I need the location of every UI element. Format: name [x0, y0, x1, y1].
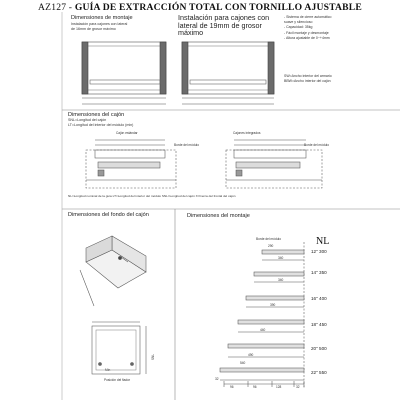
section2-header-line: lateral de 19mm de grosor	[178, 20, 262, 30]
title-text: GUÍA DE EXTRACCIÓN TOTAL CON TORNILLO AJUSTABLE	[74, 2, 362, 13]
top-dim: 290	[268, 244, 274, 248]
mini-label: Mín	[105, 368, 111, 372]
section2-header-line: máximo	[178, 28, 204, 38]
nl-value: 450	[319, 322, 327, 327]
section5-header: Dimensiones del montaje	[187, 213, 250, 219]
section1-sub-line: Instalación para cajones con lateral	[71, 22, 128, 26]
section4-header: Dimensiones del fondo del cajón	[68, 212, 149, 218]
feature-item: - Sistema de cierre automático	[284, 15, 332, 19]
dim-row-14: 340	[278, 278, 284, 282]
box-left-title: Cajón estándar	[116, 131, 138, 135]
rail-12	[262, 250, 304, 260]
dim-row-16: 390	[270, 303, 276, 307]
rail-20	[228, 344, 304, 357]
legend-item: LT=Longitud del interior del módulo (min)	[68, 122, 134, 127]
nl-size: 12"	[311, 249, 318, 254]
nl-value: 350	[319, 270, 327, 275]
section3-header: Dimensiones del cajón	[68, 112, 125, 118]
bottom-dim-3: 128	[276, 385, 282, 389]
section1-sub-line: de 16mm de grosor máximo	[71, 26, 116, 31]
snl-label: SNL	[151, 353, 156, 361]
borde-label-left: Borde del módulo	[174, 143, 199, 147]
feature-item: - Fácil montaje y desmontaje	[284, 30, 329, 35]
nl-size: 14"	[311, 270, 318, 275]
bottom-dim-1: 96	[230, 385, 234, 389]
borde-label-right: Borde del módulo	[304, 143, 329, 147]
box-right-title: Cajones integrados	[233, 131, 261, 135]
dim-row-18: 440	[260, 328, 266, 332]
extra-dim: 32	[215, 377, 219, 381]
nl-value: 550	[319, 370, 327, 375]
note-item: BBW=Ancho interior del cajón	[284, 79, 331, 84]
feature-item: - Altura ajustable de 0~+4mm	[284, 35, 330, 40]
nl-value: 300	[319, 249, 327, 254]
rail-16	[246, 296, 304, 307]
nl-header: NL	[316, 236, 330, 247]
position-label: Posición del fiador	[104, 378, 131, 382]
nl-size: 20"	[311, 346, 318, 351]
rail-18	[238, 320, 304, 332]
section3-footer: NL=Longitud nominal de la guía LT=Longitud del interior del módulo SNL=Longitud del cajón X=Cerca del frontal del cajón	[68, 194, 236, 198]
feature-item: suave y silencioso	[284, 20, 313, 25]
bottom-dim-4: 32	[296, 385, 300, 389]
note-item: SW=Ancho interior del armario	[284, 74, 332, 78]
feature-item: - Capacidad: 35kg	[284, 25, 313, 30]
section1-header: Dimensiones de montaje	[71, 15, 133, 21]
nl-value: 500	[319, 346, 327, 351]
dim-row-12: 340	[278, 256, 284, 260]
bottom-dim-2: 96	[253, 385, 257, 389]
rail-14	[254, 272, 304, 282]
title-code: AZ127 -	[38, 2, 73, 13]
legend-item: SNL=Longitud del cajón	[68, 118, 107, 122]
nl-size: 18"	[311, 322, 318, 327]
section2-header-line: Instalación para cajones con	[178, 13, 270, 22]
nl-size: 22"	[311, 370, 318, 375]
dim-row-22: 540	[240, 361, 246, 365]
borde-label-mount: Borde del módulo	[256, 237, 281, 241]
nl-size: 16"	[311, 296, 318, 301]
rail-22	[220, 368, 304, 380]
nl-value: 400	[319, 296, 327, 301]
dim-row-20: 490	[248, 353, 254, 357]
